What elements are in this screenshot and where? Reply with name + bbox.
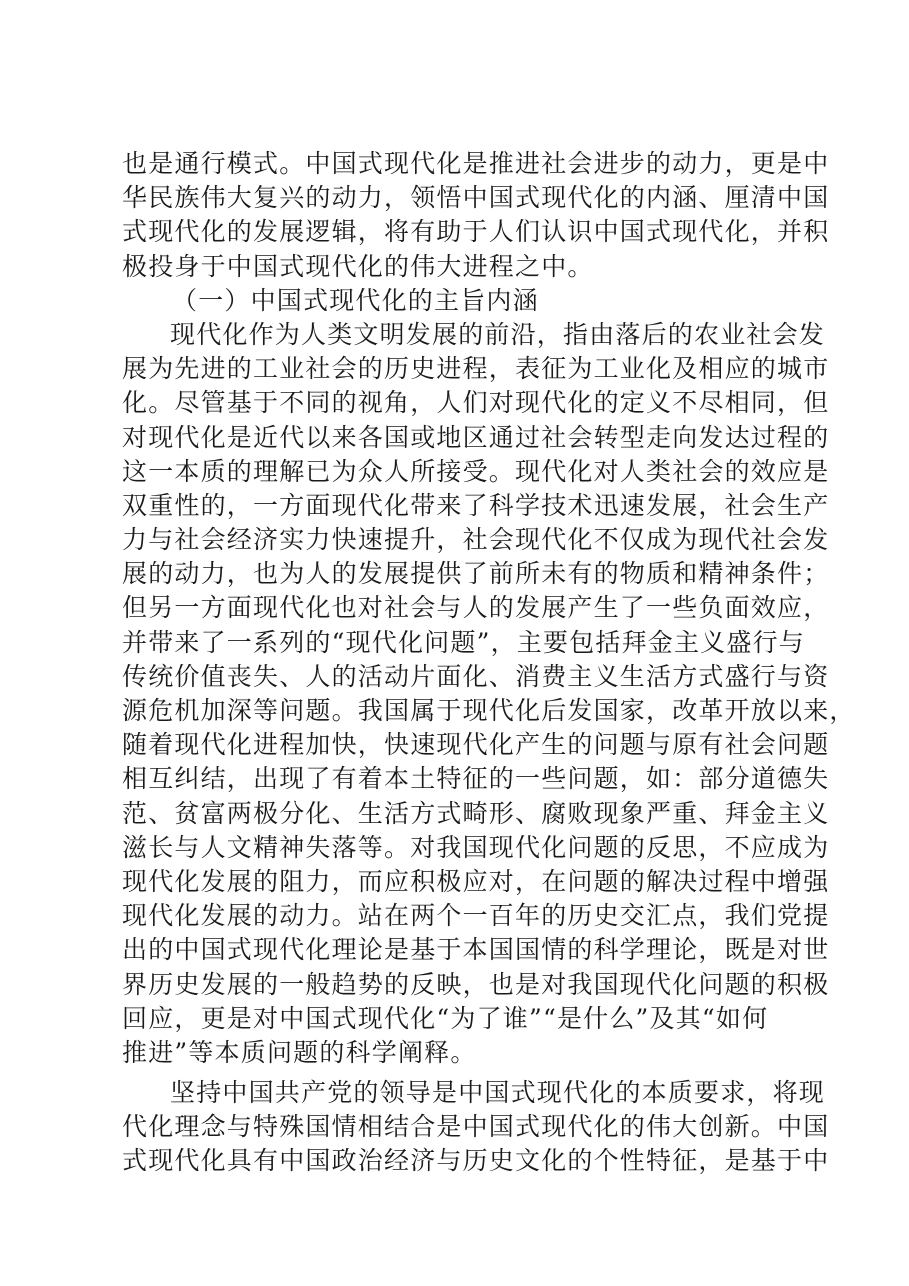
text-line: 现代化发展的阻力，而应积极应对，在问题的解决过程中增强	[122, 866, 830, 896]
text-line: 出的中国式现代化理论是基于本国国情的科学理论，既是对世	[122, 935, 830, 965]
text-line: 范、贫富两极分化、生活方式畸形、腐败现象严重、拜金主义	[122, 798, 830, 828]
document-page	[122, 147, 856, 1179]
text-line: 对现代化是近代以来各国或地区通过社会转型走向发达过程的	[122, 422, 830, 452]
text-line: 但另一方面现代化也对社会与人的发展产生了一些负面效应，	[122, 593, 830, 623]
text-line: 源危机加深等问题。我国属于现代化后发国家，改革开放以来，	[122, 696, 856, 725]
text-line: 化。尽管基于不同的视角，人们对现代化的定义不尽相同，但	[122, 388, 830, 418]
text-line: 力与社会经济实力快速提升，社会现代化不仅成为现代社会发	[122, 525, 830, 555]
paragraph-1	[122, 318, 856, 1070]
text-line: 极投身于中国式现代化的伟大进程之中。	[122, 251, 594, 281]
text-line: 相互纠结，出现了有着本土特征的一些问题，如：部分道德失	[122, 764, 830, 794]
paragraph-2	[122, 1076, 830, 1179]
section-heading: （一）中国式现代化的主旨内涵	[172, 285, 539, 315]
text-line: 华民族伟大复兴的动力，领悟中国式现代化的内涵、厘清中国	[122, 183, 830, 213]
text-line: 推进”等本质问题的科学阐释。	[122, 1037, 477, 1067]
text-line: 展的动力，也为人的发展提供了前所未有的物质和精神条件；	[122, 559, 830, 589]
text-line: 现代化发展的动力。站在两个一百年的历史交汇点，我们党提	[122, 901, 830, 931]
text-line: 随着现代化进程加快，快速现代化产生的问题与原有社会问题	[122, 730, 830, 760]
text-line: 界历史发展的一般趋势的反映，也是对我国现代化问题的积极	[122, 969, 830, 999]
text-line: 式现代化具有中国政治经济与历史文化的个性特征，是基于中	[122, 1146, 830, 1176]
text-line: 双重性的，一方面现代化带来了科学技术迅速发展，社会生产	[122, 490, 830, 520]
text-line: 式现代化的发展逻辑，将有助于人们认识中国式现代化，并积	[122, 217, 830, 247]
text-line: 滋长与人文精神失落等。对我国现代化问题的反思，不应成为	[122, 832, 830, 862]
intro-paragraph	[122, 147, 830, 284]
text-line: 也是通行模式。中国式现代化是推进社会进步的动力，更是中	[122, 149, 830, 178]
text-line: 回应，更是对中国式现代化“为了谁”“是什么”及其“如何	[122, 1003, 769, 1033]
text-line: 现代化作为人类文明发展的前沿，指由落后的农业社会发	[170, 319, 826, 349]
text-line: 坚持中国共产党的领导是中国式现代化的本质要求，将现	[170, 1078, 826, 1108]
text-line: 传统价值丧失、人的活动片面化、消费主义生活方式盛行与资	[122, 661, 830, 691]
text-line: 这一本质的理解已为众人所接受。现代化对人类社会的效应是	[122, 456, 830, 486]
text-line: 并带来了一系列的“现代化问题”，主要包括拜金主义盛行与	[122, 627, 805, 657]
text-line: 代化理念与特殊国情相结合是中国式现代化的伟大创新。中国	[122, 1112, 830, 1142]
text-line: 展为先进的工业社会的历史进程，表征为工业化及相应的城市	[122, 354, 830, 384]
